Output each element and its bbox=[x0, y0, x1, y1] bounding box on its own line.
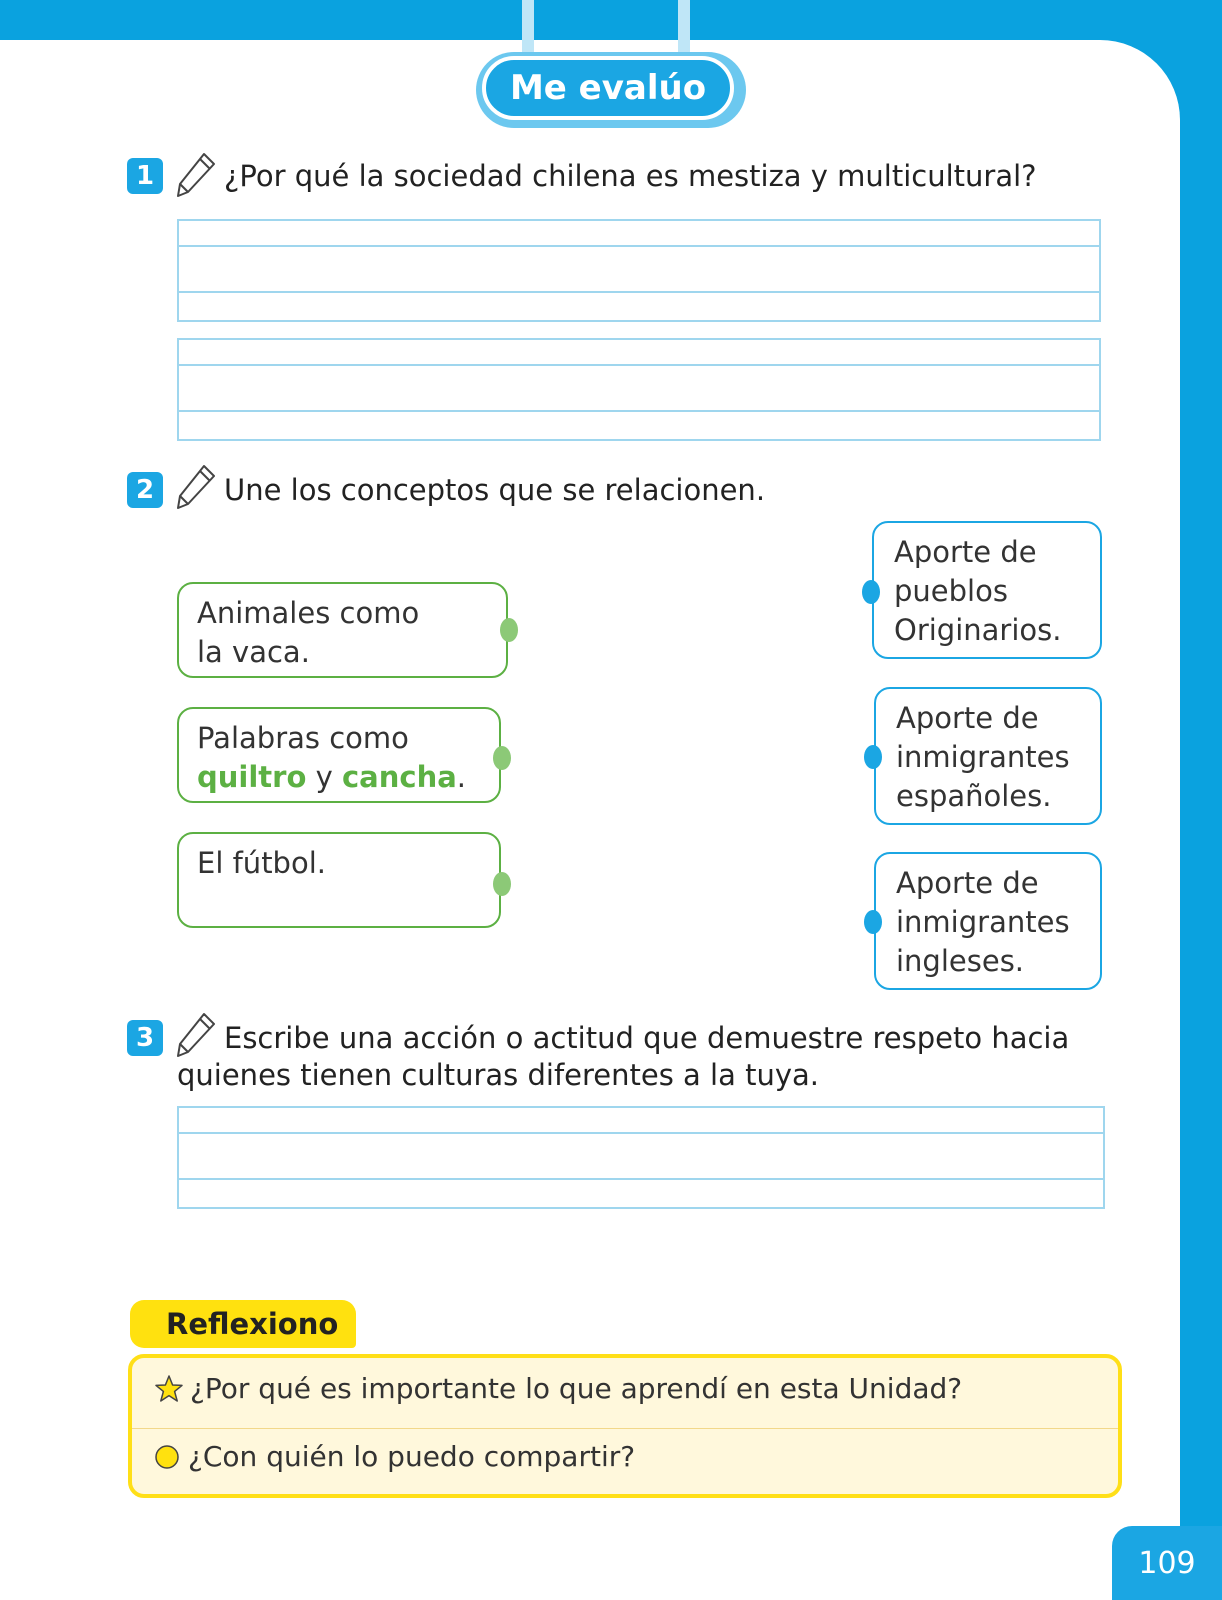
question-3-text-line2: quienes tienen culturas diferentes a la tuya. bbox=[177, 1058, 819, 1092]
concept-line: Originarios. bbox=[894, 613, 1062, 647]
concept-left-1 bbox=[177, 582, 508, 678]
concept-line bbox=[197, 758, 481, 797]
pencil-icon bbox=[174, 150, 218, 200]
connector-dot-left-3[interactable] bbox=[493, 872, 511, 896]
concept-line: Aporte de bbox=[896, 701, 1039, 735]
question-number-1: 1 bbox=[127, 158, 163, 194]
reflexiono-divider bbox=[132, 1428, 1118, 1429]
question-2-text: Une los conceptos que se relacionen. bbox=[224, 473, 766, 507]
concept-right-1 bbox=[872, 521, 1102, 659]
concept-line: inmigrantes bbox=[896, 905, 1070, 939]
concept-right-2 bbox=[874, 687, 1102, 825]
concept-line: Aporte de bbox=[894, 535, 1037, 569]
concept-left-3 bbox=[177, 832, 501, 928]
connector-dot-right-3[interactable] bbox=[864, 910, 882, 934]
concept-line: ingleses. bbox=[896, 944, 1025, 978]
concept-line: pueblos bbox=[894, 574, 1008, 608]
circle-icon bbox=[154, 1444, 180, 1470]
title-hanger-left bbox=[522, 0, 534, 52]
connector-dot-right-2[interactable] bbox=[864, 745, 882, 769]
answer-lines-1b[interactable] bbox=[177, 338, 1101, 441]
answer-lines-3[interactable] bbox=[177, 1106, 1105, 1209]
connector-dot-left-1[interactable] bbox=[500, 618, 518, 642]
concept-left-2 bbox=[177, 707, 501, 803]
concept-line: Aporte de bbox=[896, 866, 1039, 900]
reflexiono-title: Reflexiono bbox=[130, 1300, 356, 1348]
highlight-word-cancha: cancha bbox=[341, 760, 457, 794]
connector-word: y bbox=[315, 760, 333, 794]
concept-line: la vaca. bbox=[197, 635, 310, 669]
concept-line: españoles. bbox=[896, 779, 1052, 813]
concept-line: inmigrantes bbox=[896, 740, 1070, 774]
star-icon bbox=[154, 1374, 184, 1404]
answer-lines-1a[interactable] bbox=[177, 219, 1101, 322]
connector-dot-left-2[interactable] bbox=[493, 746, 511, 770]
concept-line: El fútbol. bbox=[197, 846, 326, 880]
highlight-word-quiltro: quiltro bbox=[197, 760, 307, 794]
reflexiono-question-2: ¿Con quién lo puedo compartir? bbox=[188, 1440, 636, 1473]
title-hanger-right bbox=[678, 0, 690, 52]
question-1-text: ¿Por qué la sociedad chilena es mestiza y multicultural? bbox=[224, 159, 1037, 193]
concept-line: Animales como bbox=[197, 596, 420, 630]
connector-dot-right-1[interactable] bbox=[862, 580, 880, 604]
reflexiono-box bbox=[128, 1354, 1122, 1498]
question-3-text-line1: Escribe una acción o actitud que demuestre respeto hacia bbox=[224, 1021, 1070, 1055]
page-number: 109 bbox=[1112, 1526, 1222, 1600]
concept-right-3 bbox=[874, 852, 1102, 990]
reflexiono-question-1: ¿Por qué es importante lo que aprendí en esta Unidad? bbox=[190, 1372, 963, 1405]
reflexiono-item-1 bbox=[154, 1372, 962, 1405]
page-title: Me evalúo bbox=[482, 56, 734, 120]
pencil-icon bbox=[174, 1010, 218, 1060]
question-number-3: 3 bbox=[127, 1020, 163, 1056]
title-badge bbox=[476, 52, 746, 128]
sentence-end: . bbox=[456, 760, 467, 794]
concept-line: Palabras como bbox=[197, 721, 409, 755]
question-number-2: 2 bbox=[127, 472, 163, 508]
reflexiono-item-2 bbox=[154, 1440, 635, 1473]
pencil-icon bbox=[174, 462, 218, 512]
